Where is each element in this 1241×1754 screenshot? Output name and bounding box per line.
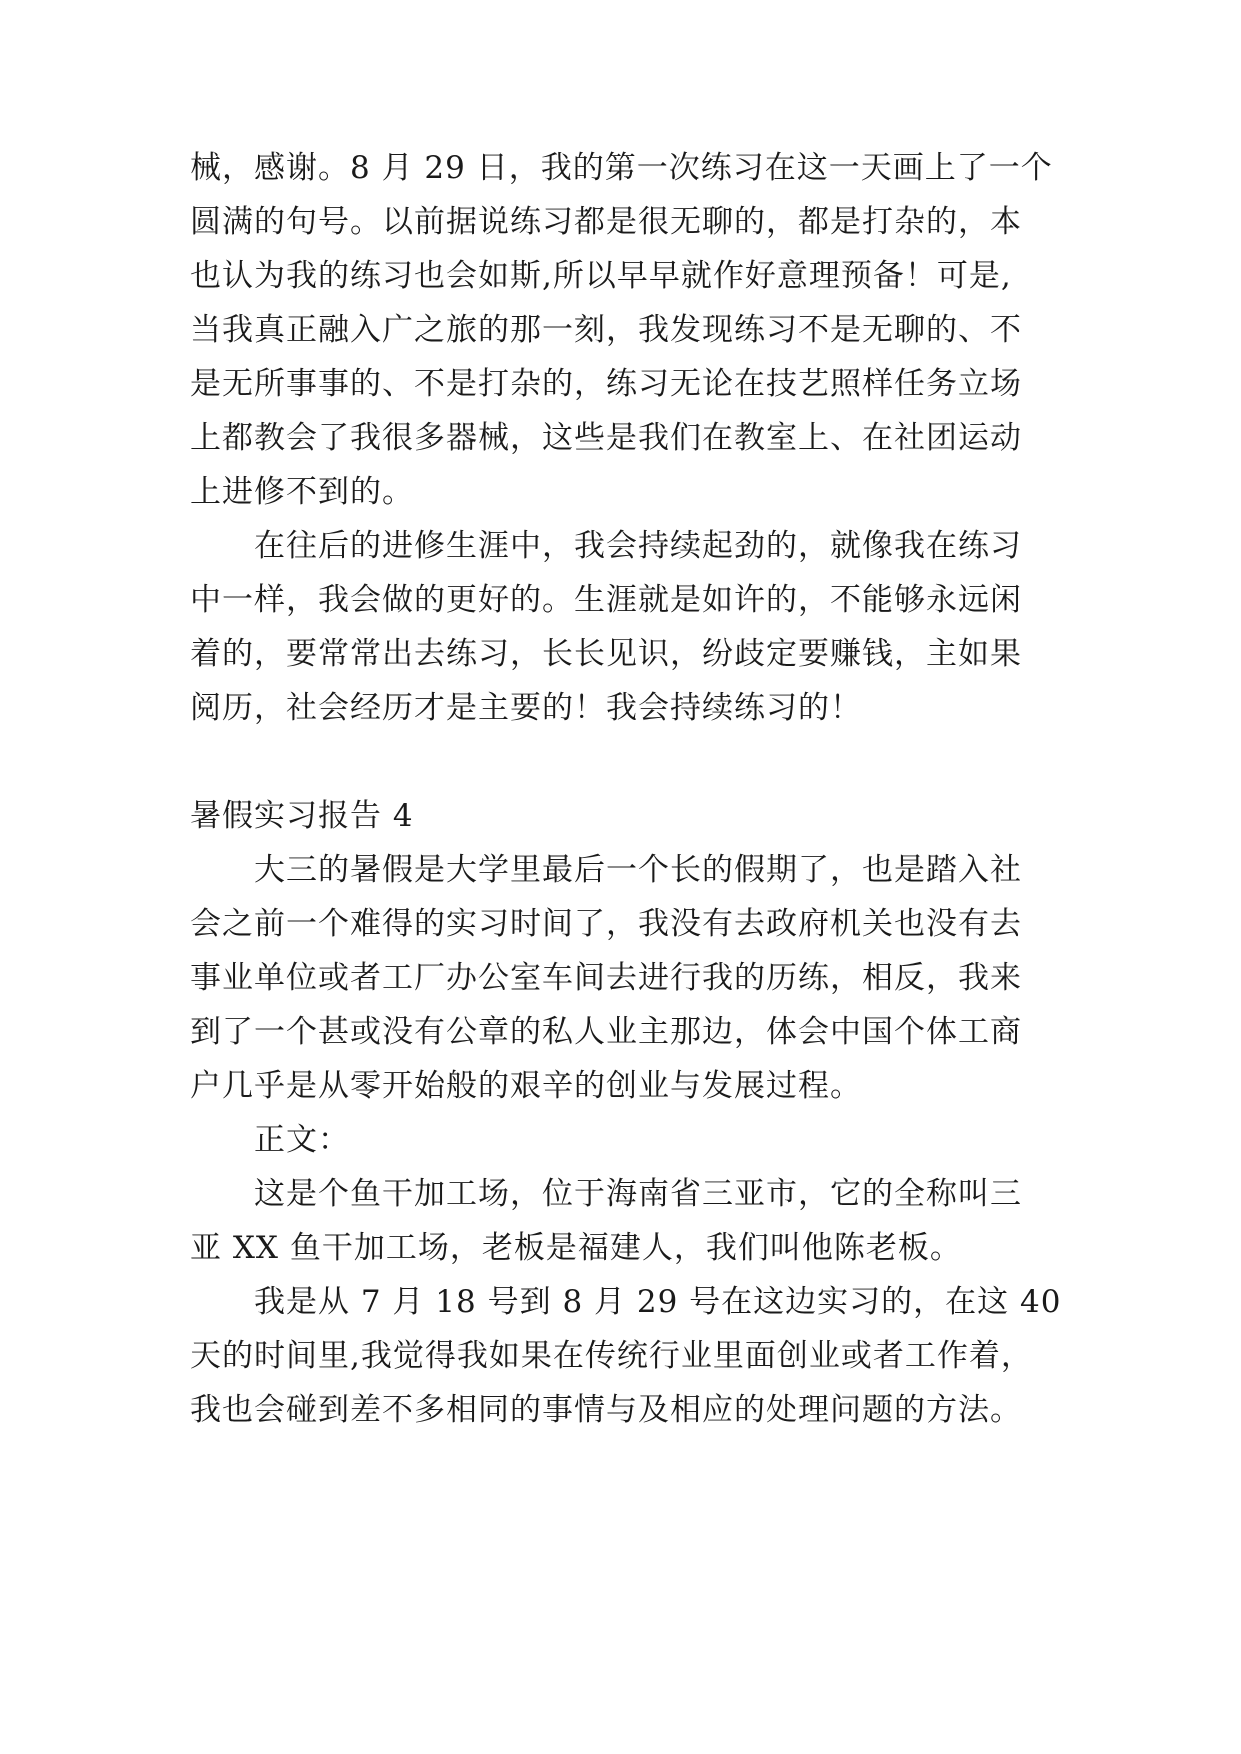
text-line: 这是个鱼干加工场，位于海南省三亚市，它的全称叫三 (254, 1176, 1022, 1212)
text-line: 上都教会了我很多器械，这些是我们在教室上、在社团运动 (190, 420, 1022, 456)
text-line: 我也会碰到差不多相同的事情与及相应的处理问题的方法。 (190, 1392, 1022, 1428)
text-line: 阅历，社会经历才是主要的！我会持续练习的！ (190, 690, 862, 726)
text-line: 我是从 7 月 18 号到 8 月 29 号在这边实习的，在这 40 (254, 1284, 1062, 1320)
text-line: 着的，要常常出去练习，长长见识，纷歧定要赚钱，主如果 (190, 636, 1022, 672)
text-line: 亚 XX 鱼干加工场，老板是福建人，我们叫他陈老板。 (190, 1230, 962, 1266)
text-line: 也认为我的练习也会如斯,所以早早就作好意理预备！可是, (190, 258, 1012, 294)
text-line: 中一样，我会做的更好的。生涯就是如许的，不能够永远闲 (190, 582, 1022, 618)
text-line: 上进修不到的。 (190, 474, 414, 510)
text-line: 大三的暑假是大学里最后一个长的假期了，也是踏入社 (254, 852, 1022, 888)
text-line: 天的时间里,我觉得我如果在传统行业里面创业或者工作着， (190, 1338, 1033, 1374)
text-line: 当我真正融入广之旅的那一刻，我发现练习不是无聊的、不 (190, 312, 1022, 348)
text-line: 到了一个甚或没有公章的私人业主那边，体会中国个体工商 (190, 1014, 1022, 1050)
text-line: 户几乎是从零开始般的艰辛的创业与发展过程。 (190, 1068, 862, 1104)
text-line: 在往后的进修生涯中，我会持续起劲的，就像我在练习 (254, 528, 1022, 564)
section-heading: 暑假实习报告 4 (190, 798, 414, 834)
text-line: 正文： (254, 1122, 350, 1158)
text-line: 圆满的句号。以前据说练习都是很无聊的，都是打杂的，本 (190, 204, 1022, 240)
text-line: 会之前一个难得的实习时间了，我没有去政府机关也没有去 (190, 906, 1022, 942)
text-line: 械，感谢。8 月 29 日，我的第一次练习在这一天画上了一个 (190, 150, 1053, 186)
text-line: 事业单位或者工厂办公室车间去进行我的历练，相反，我来 (190, 960, 1022, 996)
text-line: 是无所事事的、不是打杂的，练习无论在技艺照样任务立场 (190, 366, 1022, 402)
